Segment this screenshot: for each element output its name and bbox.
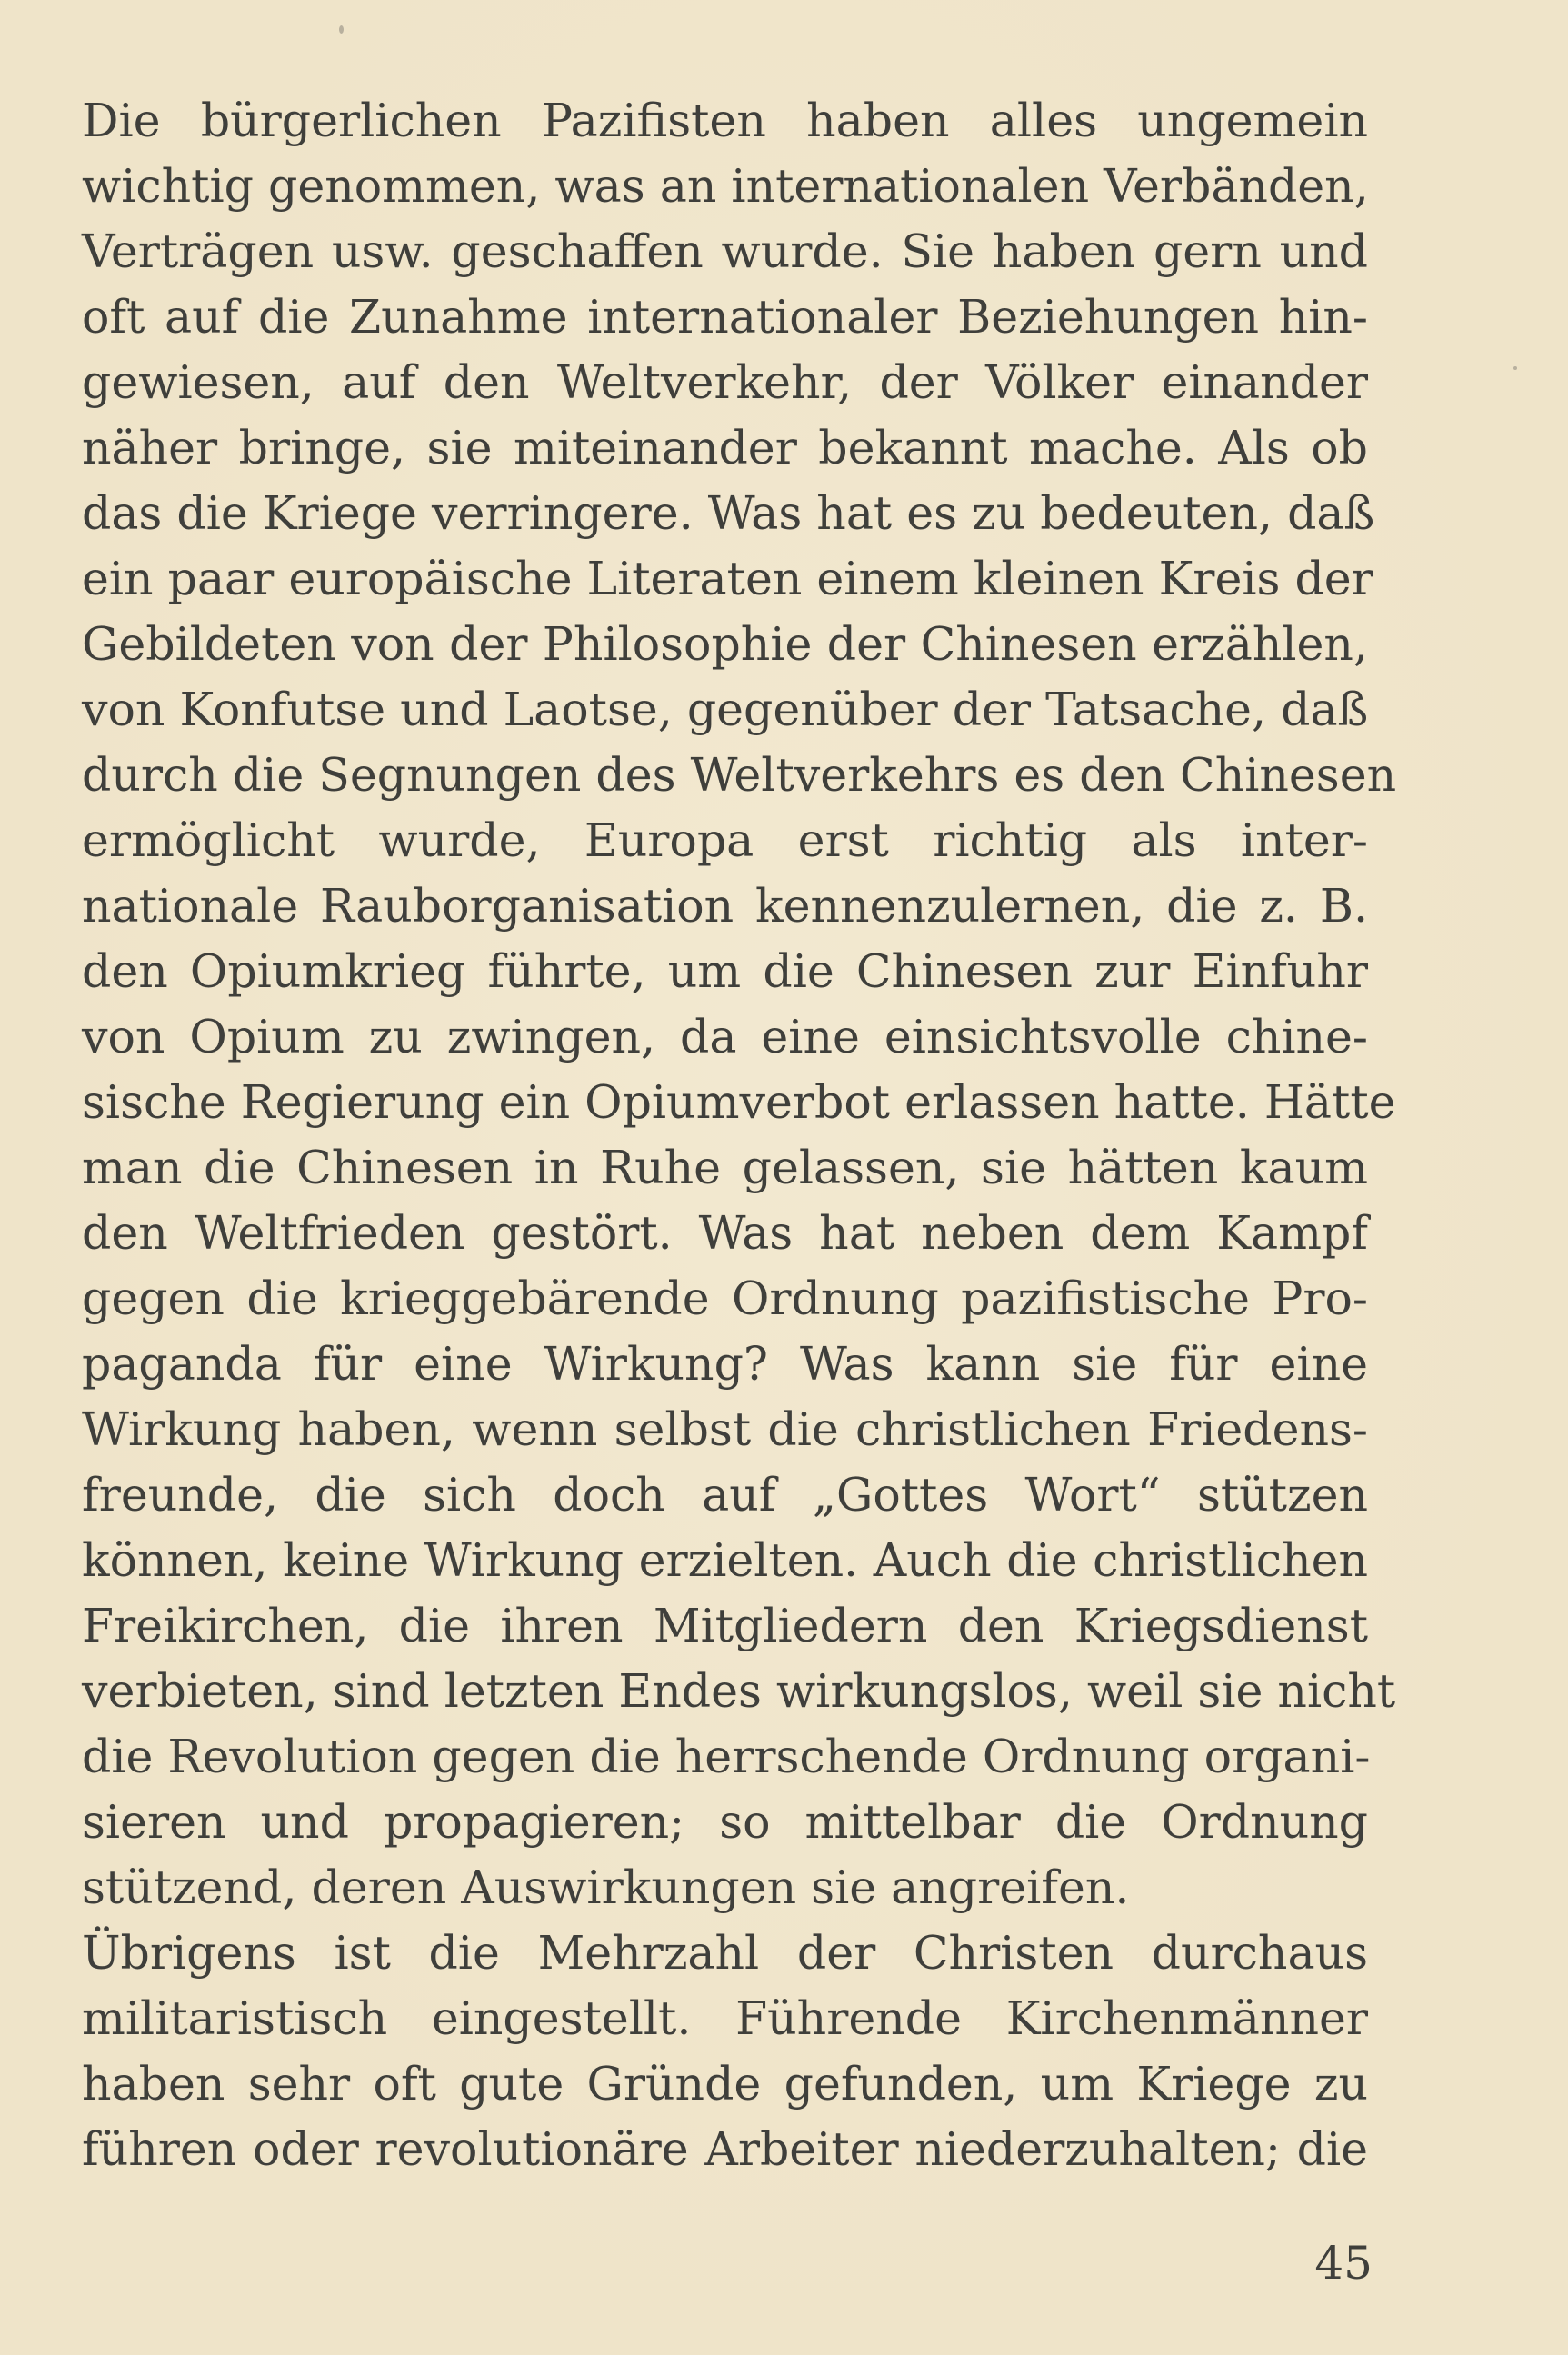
text-line: ermöglicht wurde, Europa erst richtig als inter- [82,813,1368,867]
text-line: von Opium zu zwingen, da eine einsichtsvolle chine- [82,1010,1368,1063]
text-line: den Opiumkrieg führte, um die Chinesen zur Einfuhr [82,944,1368,998]
text-line: gegen die krieggebärende Ordnung pazifistische Pro- [82,1272,1368,1325]
text-line: Die bürgerlichen Pazifisten haben alles ungemein [82,94,1368,147]
text-line: haben sehr oft gute Gründe gefunden, um Kriege zu [82,2057,1368,2111]
text-line: man die Chinesen in Ruhe gelassen, sie hätten kaum [82,1141,1368,1194]
text-line: Verträgen usw. geschaffen wurde. Sie haben gern und [82,225,1368,278]
paragraph-1 [82,88,1397,1921]
text-line: freunde, die sich doch auf „Gottes Wort“ stützen [82,1468,1368,1522]
text-line: den Weltfrieden gestört. Was hat neben dem Kampf [82,1206,1368,1260]
text-line: paganda für eine Wirkung? Was kann sie für eine [82,1337,1368,1391]
body-text [82,88,1397,2182]
text-line: oft auf die Zunahme internationaler Beziehungen hin- [82,290,1368,344]
text-line: können, keine Wirkung erzielten. Auch die christlichen [82,1533,1368,1587]
text-line: von Konfutse und Laotse, gegenüber der Tatsache, daß [82,683,1369,736]
text-line: Freikirchen, die ihren Mitgliedern den Kriegsdienst [82,1599,1368,1652]
paper-speck [1513,366,1517,370]
paper-speck [339,25,344,34]
text-line: wichtig genommen, was an internationalen Verbänden, [82,159,1369,213]
text-line: Wirkung haben, wenn selbst die christlichen Friedens- [82,1402,1368,1456]
text-line: Gebildeten von der Philosophie der Chinesen erzählen, [82,617,1368,671]
text-line: näher bringe, sie miteinander bekannt mache. Als ob [82,421,1368,474]
text-line: Übrigens ist die Mehrzahl der Christen durchaus [82,1926,1368,1980]
paragraph-2 [82,1921,1368,2182]
text-line: gewiesen, auf den Weltverkehr, der Völker einander [82,355,1368,409]
text-line: stützend, deren Auswirkungen sie angreifen. [82,1861,1130,1914]
text-line: das die Kriege verringere. Was hat es zu bedeuten, daß [82,486,1375,540]
text-line: durch die Segnungen des Weltverkehrs es den Chinesen [82,748,1397,802]
text-line: sieren und propagieren; so mittelbar die Ordnung [82,1795,1368,1849]
text-line: die Revolution gegen die herrschende Ordnung organi- [82,1730,1371,1783]
page-number: 45 [1314,2237,1373,2290]
text-line: führen oder revolutionäre Arbeiter niederzuhalten; die [82,2122,1368,2176]
text-line: militaristisch eingestellt. Führende Kirchenmänner [82,1991,1368,2045]
text-line: ein paar europäische Literaten einem kleinen Kreis der [82,552,1373,605]
text-line: sische Regierung ein Opiumverbot erlassen hatte. Hätte [82,1075,1396,1129]
text-line: verbieten, sind letzten Endes wirkungslos, weil sie nicht [82,1664,1396,1718]
text-line: nationale Rauborganisation kennenzulernen, die z. B. [82,879,1368,933]
